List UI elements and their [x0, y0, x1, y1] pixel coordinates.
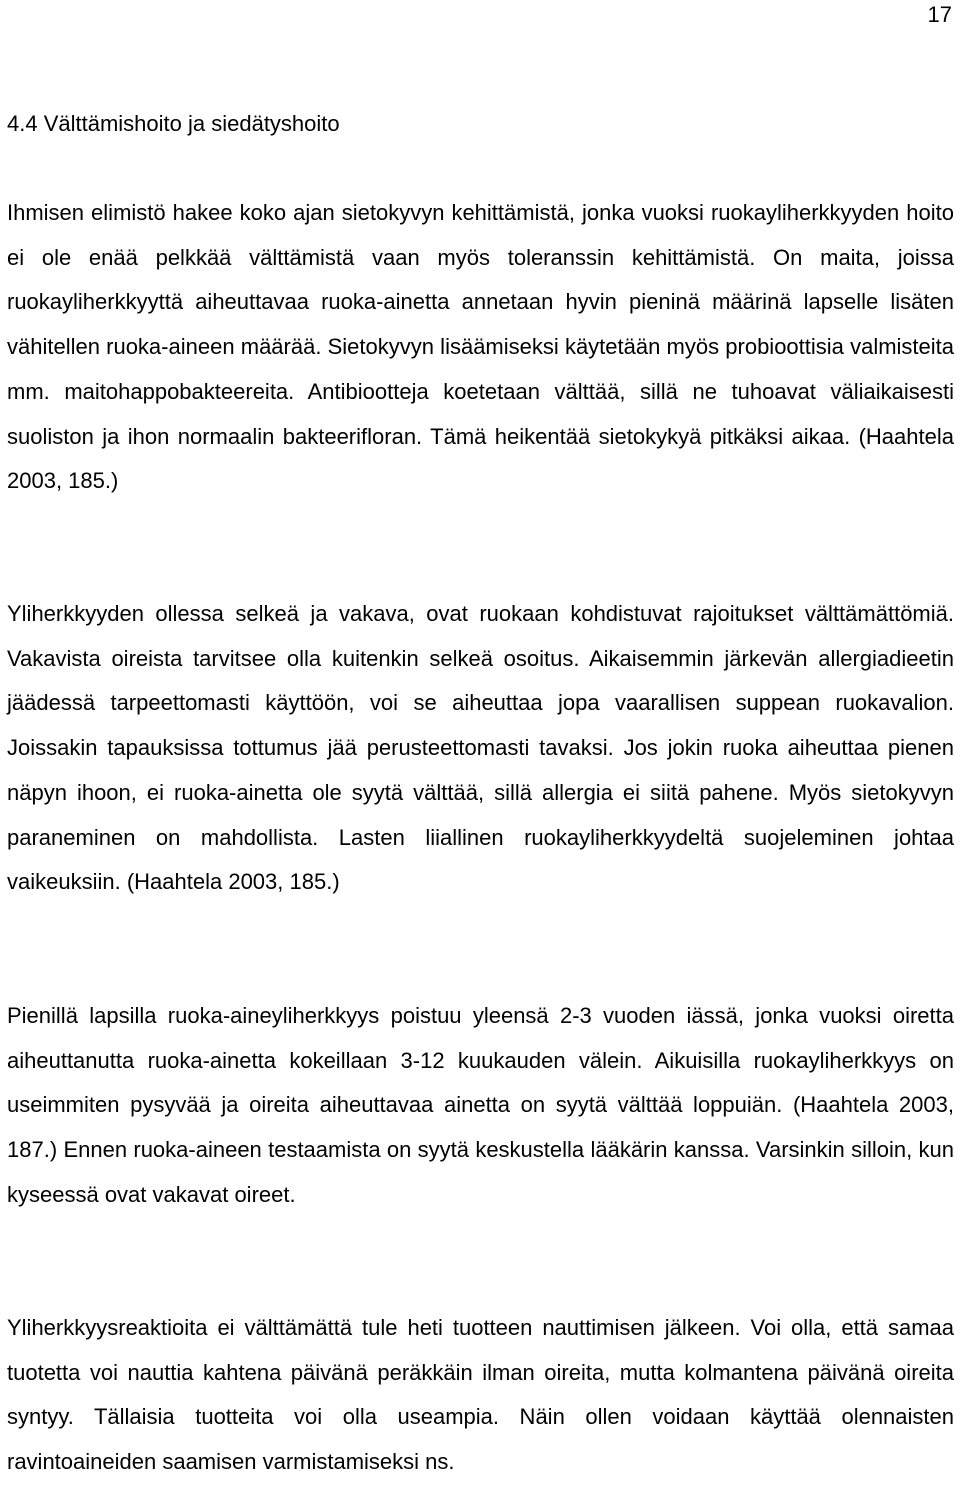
- section-heading: 4.4 Välttämishoito ja siedätyshoito: [7, 111, 340, 136]
- paragraph-children-adults: Pienillä lapsilla ruoka-aineyliherkkyys poistuu yleensä 2-3 vuoden iässä, jonka vuoksi oiretta aiheuttanutta ruoka-ainetta kokeillaan 3-12 kuukauden välein. Aikuisilla ruokayliherkkyys on useimmiten pysyvää ja oireita aiheuttavaa ainetta on syytä välttää loppuiän. (Haahtela 2003, 187.) Ennen ruoka-aineen testaamista on syytä keskustella lääkärin kanssa. Varsinkin silloin, kun kyseessä ovat vakavat oireet.: [7, 1003, 954, 1207]
- paragraph-delayed-reactions: Yliherkkyysreaktioita ei välttämättä tule heti tuotteen nauttimisen jälkeen. Voi olla, että samaa tuotetta voi nauttia kahtena päivänä peräkkäin ilman oireita, mutta kolmantena päivänä oireita syntyy. Tällaisia tuotteita voi olla useampia. Näin ollen voidaan käyttää olennaisten ravintoaineiden saamisen varmistamiseksi ns.: [7, 1315, 954, 1475]
- paragraph-restrictions: Yliherkkyyden ollessa selkeä ja vakava, ovat ruokaan kohdistuvat rajoitukset välttämättömiä. Vakavista oireista tarvitsee olla kuitenkin selkeä osoitus. Aikaisemmin järkevän allergiadieetin jäädessä tarpeettomasti käyttöön, voi se aiheuttaa jopa vaarallisen suppean ruokavalion. Joissakin tapauksissa tottumus jää perusteettomasti tavaksi. Jos jokin ruoka aiheuttaa pienen näpyn ihoon, ei ruoka-ainetta ole syytä välttää, sillä allergia ei siitä pahene. Myös sietokyvyn paraneminen on mahdollista. Lasten liiallinen ruokayliherkkyydeltä suojeleminen johtaa vaikeuksiin. (Haahtela 2003, 185.): [7, 601, 954, 895]
- page-number: 17: [927, 2, 952, 27]
- paragraph-tolerance: Ihmisen elimistö hakee koko ajan sietokyvyn kehittämistä, jonka vuoksi ruokayliherkkyyden hoito ei ole enää pelkkää välttämistä vaan myös toleranssin kehittämistä. On maita, joissa ruokayliherkkyyttä aiheuttavaa ruoka-ainetta annetaan hyvin pieninä määrinä lapselle lisäten vähitellen ruoka-aineen määrää. Sietokyvyn lisäämiseksi käytetään myös probioottisia valmisteita mm. maitohappobakteereita. Antibiootteja koetetaan välttää, sillä ne tuhoavat väliaikaisesti suoliston ja ihon normaalin bakteerifloran. Tämä heikentää sietokykyä pitkäksi aikaa. (Haahtela 2003, 185.): [7, 200, 954, 494]
